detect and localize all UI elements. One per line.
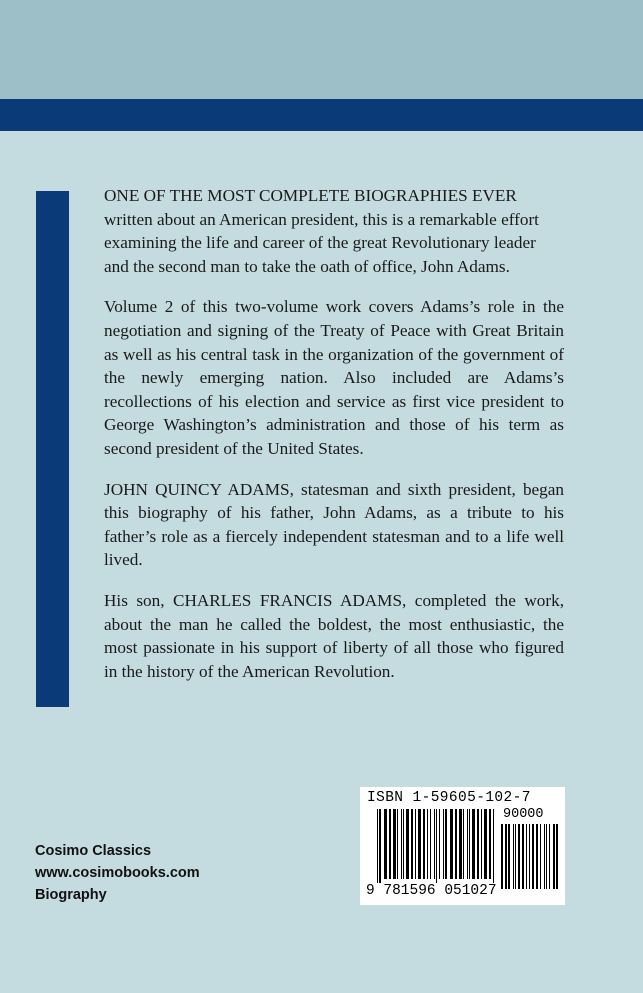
isbn-label: ISBN 1-59605-102-7 xyxy=(367,790,531,806)
addon-bar xyxy=(536,824,538,889)
barcode-bar xyxy=(401,809,402,879)
barcode-bar xyxy=(445,809,447,879)
blurb-paragraph-4: His son, CHARLES FRANCIS ADAMS, completed the work, about the man he called the boldest, the most enthusiastic, the most passionate in his support of liberty of all those who figured in the history of the American Revolution. xyxy=(104,590,564,681)
barcode-bar xyxy=(450,809,453,879)
publisher-imprint: Cosimo Classics xyxy=(35,843,152,859)
publisher-website: www.cosimobooks.com xyxy=(35,865,200,881)
addon-bar xyxy=(529,824,530,889)
addon-bar xyxy=(513,824,514,889)
back-cover-blurb xyxy=(104,184,564,700)
addon-bar xyxy=(556,824,558,889)
addon-digits: 90000 xyxy=(503,807,544,822)
addon-bar xyxy=(553,824,555,889)
publisher-info xyxy=(35,840,200,906)
barcode-bar xyxy=(455,809,457,879)
barcode-bar xyxy=(459,809,462,879)
addon-bar xyxy=(549,824,550,889)
barcode-bar xyxy=(411,809,413,879)
barcode-bar xyxy=(406,809,409,879)
barcode-bar xyxy=(443,809,444,879)
addon-bar xyxy=(505,824,507,889)
isbn-barcode xyxy=(360,787,565,905)
addon-bar xyxy=(526,824,527,889)
blurb-paragraph-2: Volume 2 of this two-volume work covers Adams’s role in the negotiation and signing of the Treaty of Peace with Great Britain as well as his central task in the organization of the government of the newly emerging nation. Also included are Adams’s recollections of his election and service as first vice president to George Washington’s administration and those of his term as second president of the United States. xyxy=(104,297,564,458)
top-color-band xyxy=(0,0,643,99)
barcode-bar xyxy=(436,809,437,883)
barcode-bar xyxy=(427,809,428,879)
side-accent-bar xyxy=(36,191,69,707)
barcode-bar xyxy=(379,809,381,883)
barcode-bar xyxy=(415,809,416,879)
barcode-bar xyxy=(481,809,482,879)
addon-bar xyxy=(544,824,545,889)
blurb-paragraph-1-body: written about an American president, this is a remarkable effort examining the life and career of the great Revolutionary leader and the second man to take the oath of office, John Adams. xyxy=(104,209,539,276)
addon-bar xyxy=(522,824,524,889)
barcode-bar xyxy=(423,809,425,879)
barcode-bar xyxy=(472,809,475,879)
barcode-bar xyxy=(384,809,387,879)
addon-bar xyxy=(508,824,510,889)
addon-bar xyxy=(546,824,547,889)
barcode-bar xyxy=(389,809,391,879)
addon-bar xyxy=(501,824,503,889)
navy-stripe xyxy=(0,99,643,131)
barcode-bar xyxy=(477,809,479,879)
barcode-bar xyxy=(434,809,435,879)
addon-bar xyxy=(532,824,534,889)
barcode-bar xyxy=(430,809,431,879)
barcode-bar xyxy=(484,809,487,879)
barcode-bar xyxy=(439,809,440,879)
addon-bar xyxy=(518,824,520,889)
publisher-category: Biography xyxy=(35,887,107,903)
barcode-bar xyxy=(403,809,404,879)
barcode-bar xyxy=(418,809,421,879)
barcode-bar xyxy=(463,809,464,879)
addon-bar xyxy=(515,824,516,889)
barcode-bar xyxy=(393,809,396,879)
barcode-bar xyxy=(493,809,494,883)
barcode-bar xyxy=(377,809,378,883)
blurb-lead-line: ONE OF THE MOST COMPLETE BIOGRAPHIES EVER xyxy=(104,186,517,205)
blurb-paragraph-1 xyxy=(104,184,564,278)
barcode-bar xyxy=(467,809,468,879)
barcode-bar xyxy=(489,809,491,879)
ean-digits: 9 781596 051027 xyxy=(366,883,497,899)
barcode-bar xyxy=(397,809,398,879)
blurb-paragraph-3: JOHN QUINCY ADAMS, statesman and sixth president, began this biography of his father, John Adams, as a tribute to his father’s role as a fiercely independent statesman and to a life well lived. xyxy=(104,479,564,570)
barcode-bar xyxy=(469,809,470,879)
addon-bar xyxy=(540,824,541,889)
